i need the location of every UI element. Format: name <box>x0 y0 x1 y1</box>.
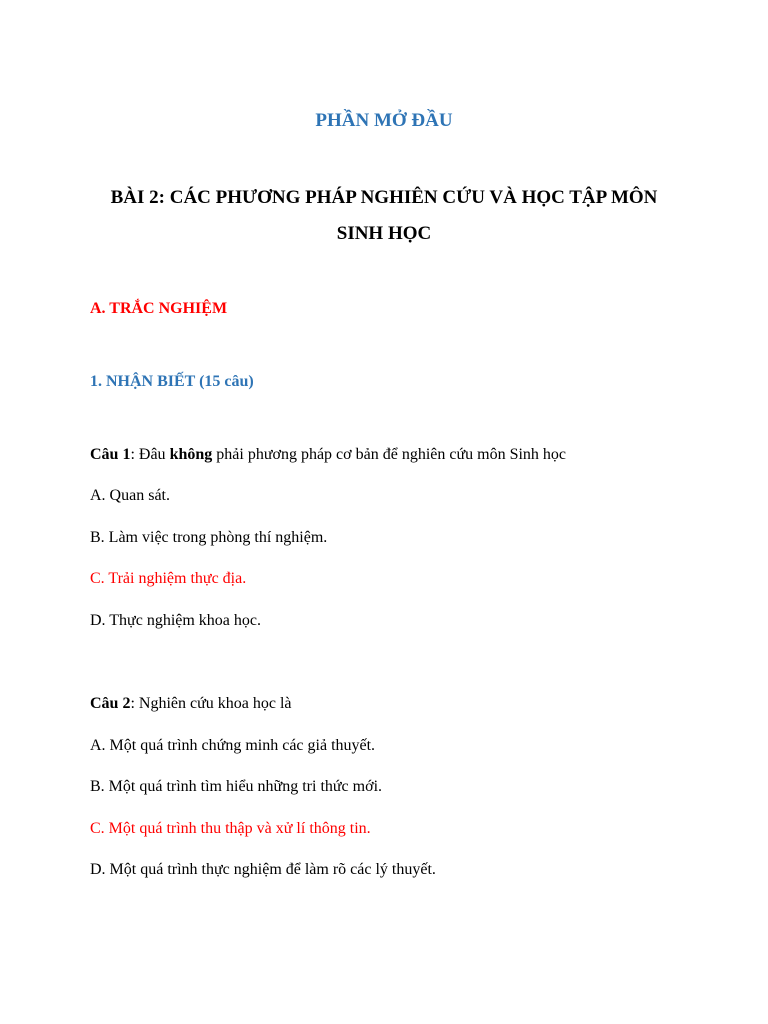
question-2-option-a: A. Một quá trình chứng minh các giả thuyết. <box>90 737 376 754</box>
question-1-option-d: D. Thực nghiệm khoa học. <box>90 612 262 629</box>
question-2-option-b: B. Một quá trình tìm hiểu những tri thức mới. <box>90 778 383 795</box>
question-1-stem-after: phải phương pháp cơ bản để nghiên cứu môn Sinh học <box>212 446 567 463</box>
question-1-option-b: B. Làm việc trong phòng thí nghiệm. <box>90 529 328 546</box>
question-1-label: Câu 1 <box>90 446 131 463</box>
question-2-option-d: D. Một quá trình thực nghiệm để làm rõ các lý thuyết. <box>90 861 436 878</box>
part-title: PHẦN MỞ ĐẦU <box>315 110 453 131</box>
section-a-heading: A. TRẮC NGHIỆM <box>90 300 228 317</box>
question-1-option-c-answer: C. Trải nghiệm thực địa. <box>90 570 247 587</box>
question-2-stem-before: : Nghiên cứu khoa học là <box>130 695 292 712</box>
question-2-stem <box>90 694 728 714</box>
subsection-1-heading: 1. NHẬN BIẾT (15 câu) <box>90 373 254 390</box>
question-2-option-c-answer: C. Một quá trình thu thập và xử lí thông tin. <box>90 820 371 837</box>
question-1-stem-emphasis: không <box>169 446 213 463</box>
question-1-stem-before: : Đâu <box>130 446 170 463</box>
question-1-stem <box>90 445 728 465</box>
lesson-title-line1: BÀI 2: CÁC PHƯƠNG PHÁP NGHIÊN CỨU VÀ HỌC TẬP MÔN <box>110 187 658 208</box>
lesson-title-line2: SINH HỌC <box>336 223 432 244</box>
question-1-option-a: A. Quan sát. <box>90 487 170 504</box>
question-2-label: Câu 2 <box>90 695 131 712</box>
